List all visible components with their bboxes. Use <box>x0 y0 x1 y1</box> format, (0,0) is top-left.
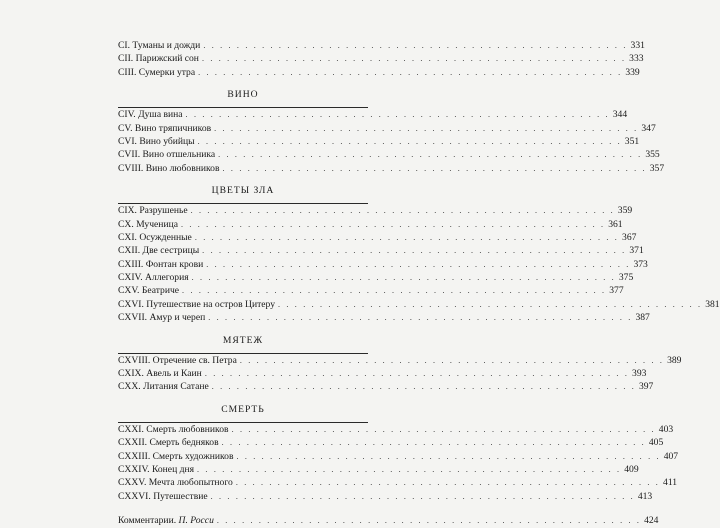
section-heading: МЯТЕЖ <box>222 334 264 346</box>
section-heading: ЦВЕТЫ ЗЛА <box>211 185 275 197</box>
section-heading: СМЕРТЬ <box>221 403 265 415</box>
entry-title: Смерть художников <box>152 450 234 462</box>
dot-leader: . . . . . . . . . . . . . . . . . . . . . . . . . . . . . . . . . . . . . . . . . . . . . . . . . . . <box>236 451 661 461</box>
commentary-page-number: 424 <box>644 515 659 527</box>
toc-entry <box>118 122 656 135</box>
toc-entry <box>118 463 639 476</box>
dot-leader: . . . . . . . . . . . . . . . . . . . . . . . . . . . . . . . . . . . . . . . . . . . . . . . . . . . <box>231 424 656 434</box>
entry-number: CXXII. <box>118 437 148 449</box>
entry-number: CXXIV. <box>118 463 150 475</box>
dot-leader: . . . . . . . . . . . . . . . . . . . . . . . . . . . . . . . . . . . . . . . . . . . . . . . . . . . <box>197 464 622 474</box>
entry-number: CXV. <box>118 285 140 297</box>
entry-number: CIX. <box>118 205 137 217</box>
dot-leader: . . . . . . . . . . . . . . . . . . . . . . . . . . . . . . . . . . . . . . . . . . . . . . . . . . . <box>211 382 636 392</box>
entry-title: Мученица <box>136 218 178 230</box>
entry-number: CVII. <box>118 149 141 161</box>
dot-leader: . . . . . . . . . . . . . . . . . . . . . . . . . . . . . . . . . . . . . . . . . . . . . . . . . . . <box>191 273 616 283</box>
entry-page-number: 361 <box>608 218 623 230</box>
entry-title: Туманы и дожди <box>132 40 201 51</box>
toc-entry <box>118 476 678 489</box>
entry-title: Смерть любовников <box>146 423 229 435</box>
entry-title: Душа вина <box>138 109 183 121</box>
entry-page-number: 339 <box>625 66 640 78</box>
toc-entry <box>118 380 654 393</box>
entry-number: CXIX. <box>118 368 144 380</box>
section-heading: ВИНО <box>227 89 259 101</box>
entry-number: CIV. <box>118 109 136 121</box>
entry-page-number: 331 <box>630 40 645 51</box>
dot-leader: . . . . . . . . . . . . . . . . . . . . . . . . . . . . . . . . . . . . . . . . . . . . . . . . . . . <box>190 206 615 216</box>
entry-title: Вино отшельника <box>142 149 216 161</box>
entry-page-number: 397 <box>638 381 654 393</box>
toc-entry <box>118 311 650 324</box>
entry-number: CXXIII. <box>118 450 151 462</box>
toc-entry <box>118 284 624 297</box>
entry-number: CII. <box>118 53 134 65</box>
toc-entry <box>118 367 647 380</box>
dot-leader: . . . . . . . . . . . . . . . . . . . . . . . . . . . . . . . . . . . . . . . . . . . . . . . . . . . <box>194 232 620 242</box>
toc-entry <box>118 148 660 161</box>
entry-number: CXXV. <box>118 477 147 489</box>
entry-title: Парижский сон <box>135 53 199 65</box>
dot-leader: . . . . . . . . . . . . . . . . . . . . . . . . . . . . . . . . . . . . . . . . . . . . . . . . . . . <box>239 355 665 365</box>
entry-title: Путешествие на остров Цитеру <box>146 298 275 310</box>
entry-number: CXVII. <box>118 312 148 324</box>
dot-leader: . . . . . . . . . . . . . . . . . . . . . . . . . . . . . . . . . . . . . . . . . . . . . . . . . . . <box>218 150 643 160</box>
dot-leader: . . . . . . . . . . . . . . . . . . . . . . . . . . . . . . . . . . . . . . . . . . . . . . . . . . . <box>235 478 661 488</box>
dot-leader: . . . . . . . . . . . . . . . . . . . . . . . . . . . . . . . . . . . . . . . . . . . . . . . . . . . <box>214 123 639 133</box>
toc-entry <box>118 490 653 503</box>
entry-title: Аллегория <box>145 272 189 284</box>
toc-entry <box>118 298 720 311</box>
entry-title: Конец дня <box>151 463 195 475</box>
entry-title: Разрушенье <box>139 205 188 217</box>
toc-entry <box>118 108 628 121</box>
entry-number: CV. <box>118 122 133 134</box>
entry-page-number: 393 <box>632 368 647 380</box>
entry-number: CXII. <box>118 245 141 257</box>
dot-leader: . . . . . . . . . . . . . . . . . . . . . . . . . . . . . . . . . . . . . . . . . . . . . . . . . . . <box>185 110 610 120</box>
entry-number: CVI. <box>118 135 137 147</box>
entry-page-number: 373 <box>633 258 648 270</box>
entry-title: Амур и череп <box>149 312 206 324</box>
dot-leader: . . . . . . . . . . . . . . . . . . . . . . . . . . . . . . . . . . . . . . . . . . . . . . . . . . . <box>201 54 627 64</box>
entry-page-number: 333 <box>629 53 644 65</box>
entry-number: CXXVI. <box>118 490 151 502</box>
toc-entry <box>118 39 645 52</box>
entry-page-number: 389 <box>667 354 682 366</box>
entry-page-number: 407 <box>663 450 679 462</box>
toc-entry <box>118 354 682 367</box>
dot-leader: . . . . . . . . . . . . . . . . . . . . . . . . . . . . . . . . . . . . . . . . . . . . . . . . . . . <box>204 369 630 379</box>
entry-number: CX. <box>118 218 134 230</box>
dot-leader: . . . . . . . . . . . . . . . . . . . . . . . . . . . . . . . . . . . . . . . . . . . . . . . . . . . <box>198 67 623 77</box>
dot-leader: . . . . . . . . . . . . . . . . . . . . . . . . . . . . . . . . . . . . . . . . . . . . . . . . . . . <box>208 313 633 323</box>
toc-entry <box>118 423 674 436</box>
entry-number: CIII. <box>118 66 137 78</box>
entry-page-number: 387 <box>635 312 650 324</box>
entry-page-number: 405 <box>648 437 664 449</box>
entry-number: CXXI. <box>118 423 144 435</box>
toc-entry <box>118 218 623 231</box>
entry-page-number: 367 <box>622 231 637 243</box>
entry-title: Смерть бедняков <box>149 437 219 449</box>
entry-title: Литания Сатане <box>143 381 209 393</box>
entry-number: CXVI. <box>118 298 144 310</box>
toc-entry <box>118 66 640 79</box>
dot-leader: . . . . . . . . . . . . . . . . . . . . . . . . . . . . . . . . . . . . . . . . . . . . . . . . . . . <box>221 438 646 448</box>
dot-leader: . . . . . . . . . . . . . . . . . . . . . . . . . . . . . . . . . . . . . . . . . . . . . . . . . . . <box>206 259 631 269</box>
entry-title: Отречение св. Петра <box>152 354 237 366</box>
entry-page-number: 381 <box>705 298 720 310</box>
dot-leader: . . . . . . . . . . . . . . . . . . . . . . . . . . . . . . . . . . . . . . . . . . . . . . . . . . . <box>222 163 647 173</box>
entry-page-number: 413 <box>637 490 653 502</box>
toc-entry <box>118 258 648 271</box>
entry-page-number: 377 <box>609 285 624 297</box>
entry-page-number: 347 <box>641 122 656 134</box>
entry-page-number: 409 <box>624 463 639 475</box>
toc-entry <box>118 135 640 148</box>
entry-title: Вино любовников <box>145 162 220 174</box>
entry-title: Две сестрицы <box>142 245 200 257</box>
toc-entry <box>118 244 644 257</box>
dot-leader: . . . . . . . . . . . . . . . . . . . . . . . . . . . . . . . . . . . . . . . . . . . . . . . . . . . <box>210 491 635 501</box>
entry-number: CXX. <box>118 381 141 393</box>
dot-leader: . . . . . . . . . . . . . . . . . . . . . . . . . . . . . . . . . . . . . . . . . . . . . . . . . . . <box>203 41 628 50</box>
entry-page-number: 355 <box>645 149 660 161</box>
entry-page-number: 403 <box>658 423 674 435</box>
dot-leader: . . . . . . . . . . . . . . . . . . . . . . . . . . . . . . . . . . . . . . . . . . . . . . . . . . . <box>182 286 607 296</box>
toc-entry <box>118 450 679 463</box>
toc-entry <box>118 52 644 65</box>
table-of-contents <box>118 39 720 528</box>
toc-entry <box>118 436 664 449</box>
dot-leader: . . . . . . . . . . . . . . . . . . . . . . . . . . . . . . . . . . . . . . . . . . . . . . . . . . . <box>278 299 703 309</box>
toc-entry <box>118 162 665 175</box>
entry-number: CVIII. <box>118 162 144 174</box>
entry-page-number: 357 <box>649 162 665 174</box>
entry-title: Сумерки утра <box>138 66 196 78</box>
dot-leader: . . . . . . . . . . . . . . . . . . . . . . . . . . . . . . . . . . . . . . . . . . . . . . . . . . . <box>180 219 606 229</box>
entry-number: CXI. <box>118 231 137 243</box>
toc-entry <box>118 231 637 244</box>
entry-number: CXIV. <box>118 272 143 284</box>
entry-page-number: 375 <box>618 272 634 284</box>
entry-title: Путешествие <box>153 490 208 502</box>
toc-entry <box>118 204 633 217</box>
entry-number: CXVIII. <box>118 354 151 366</box>
entry-page-number: 351 <box>624 135 640 147</box>
entry-title: Вино убийцы <box>139 135 195 147</box>
toc-entry <box>118 271 634 284</box>
entry-number: CXIII. <box>118 258 144 270</box>
commentary-label: Комментарии. <box>118 515 177 527</box>
entry-title: Осужденные <box>139 231 192 243</box>
dot-leader: . . . . . . . . . . . . . . . . . . . . . . . . . . . . . . . . . . . . . . . . . . . . . . . . . . . <box>197 136 622 146</box>
dot-leader: . . . . . . . . . . . . . . . . . . . . . . . . . . . . . . . . . . . . . . . . . . . . . . . . . . . <box>202 246 627 256</box>
entry-title: Вино тряпичников <box>134 122 212 134</box>
entry-page-number: 344 <box>612 109 628 121</box>
entry-page-number: 411 <box>663 477 678 489</box>
entry-title: Авель и Каин <box>146 368 202 380</box>
entry-number: CI. <box>118 40 130 51</box>
entry-title: Беатриче <box>141 285 180 297</box>
entry-title: Фонтан крови <box>145 258 204 270</box>
commentary-entry <box>118 514 659 527</box>
dot-leader: . . . . . . . . . . . . . . . . . . . . . . . . . . . . . . . . . . . . . . . . . . . . . . . . . . . <box>216 516 642 526</box>
entry-page-number: 359 <box>617 205 633 217</box>
entry-page-number: 371 <box>629 245 644 257</box>
entry-title: Мечта любопытного <box>148 477 233 489</box>
commentary-author: П. Росси <box>178 515 214 527</box>
